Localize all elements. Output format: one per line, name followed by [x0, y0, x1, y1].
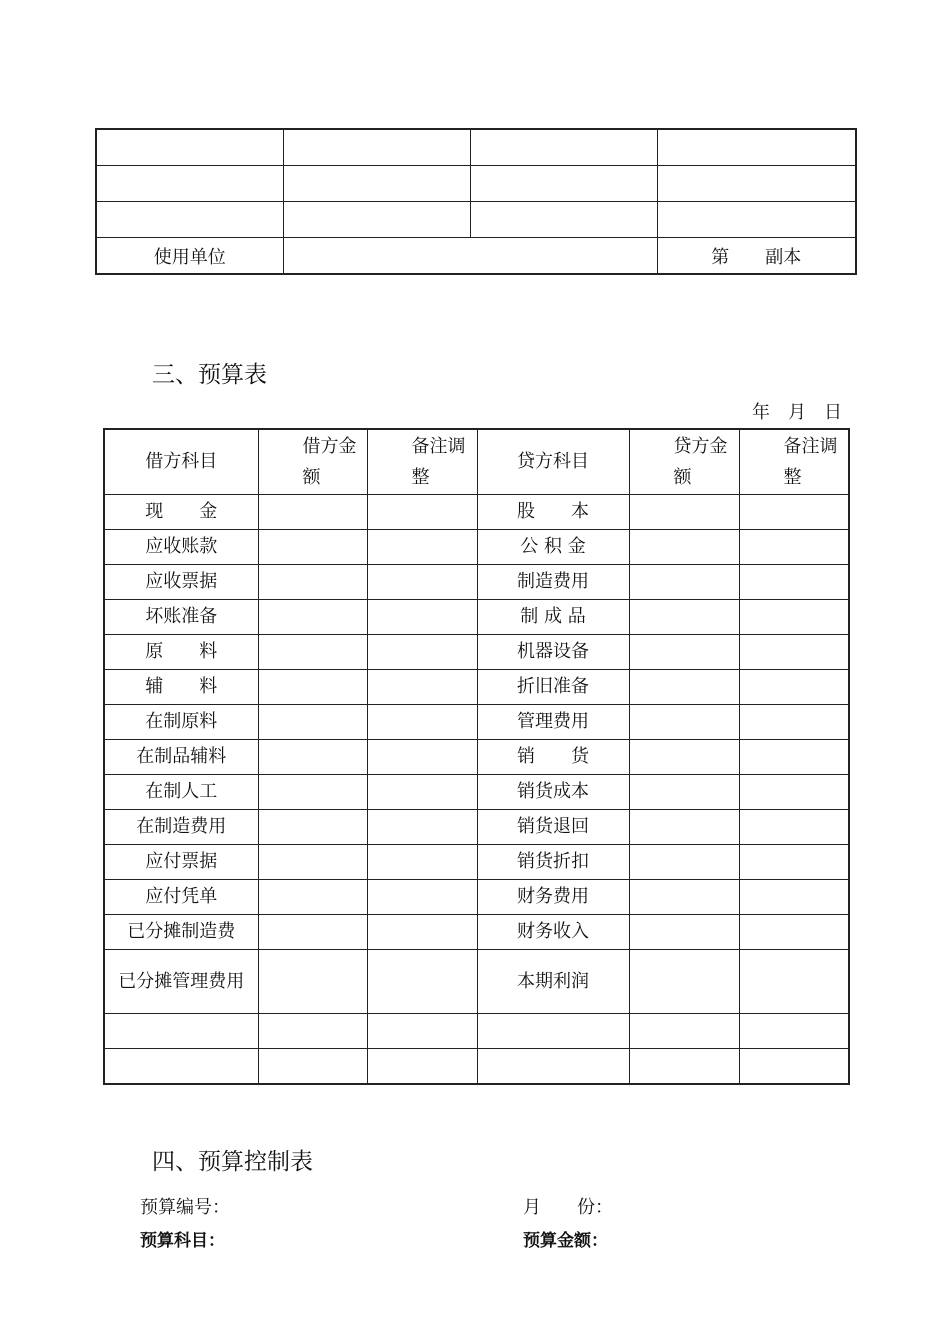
usage-unit-field[interactable]: [283, 238, 657, 275]
table-row-empty: [104, 1014, 849, 1049]
table-row: [96, 202, 856, 238]
debit-amount-cell[interactable]: [258, 845, 367, 880]
credit-amount-cell[interactable]: [629, 950, 739, 1014]
debit-subject-cell: 辅 料: [104, 670, 258, 705]
credit-amount-cell[interactable]: [629, 635, 739, 670]
credit-amount-cell[interactable]: [629, 880, 739, 915]
debit-subject-cell: 在制原料: [104, 705, 258, 740]
table-row: [96, 166, 856, 202]
debit-amount-cell[interactable]: [258, 740, 367, 775]
credit-subject-cell: 财务费用: [477, 880, 629, 915]
empty-cell[interactable]: [104, 1049, 258, 1085]
debit-amount-cell[interactable]: [258, 565, 367, 600]
table-row: [104, 565, 849, 600]
credit-note-cell[interactable]: [739, 635, 849, 670]
credit-subject-cell: 管理费用: [477, 705, 629, 740]
debit-subject-cell: 原 料: [104, 635, 258, 670]
section-title-budget-table: 三、预算表: [152, 362, 267, 388]
credit-amount-cell[interactable]: [629, 810, 739, 845]
empty-cell[interactable]: [258, 1014, 367, 1049]
credit-amount-cell[interactable]: [629, 495, 739, 530]
debit-note-cell[interactable]: [367, 845, 477, 880]
header-debit-subject: 借方科目: [104, 429, 258, 495]
table-row: [104, 530, 849, 565]
debit-note-cell[interactable]: [367, 565, 477, 600]
debit-note-cell[interactable]: [367, 635, 477, 670]
header-credit-subject: 贷方科目: [477, 429, 629, 495]
budget-table: [103, 428, 850, 1085]
debit-note-cell[interactable]: [367, 495, 477, 530]
debit-note-cell[interactable]: [367, 915, 477, 950]
table-row: [104, 670, 849, 705]
credit-note-cell[interactable]: [739, 915, 849, 950]
credit-amount-cell[interactable]: [629, 670, 739, 705]
debit-note-cell[interactable]: [367, 950, 477, 1014]
table-cell[interactable]: [96, 202, 283, 238]
table-cell[interactable]: [283, 202, 470, 238]
table-row: [104, 810, 849, 845]
table-cell[interactable]: [657, 129, 856, 166]
table-row: [96, 238, 856, 275]
debit-note-cell[interactable]: [367, 705, 477, 740]
usage-unit-label: 使用单位: [96, 238, 283, 275]
debit-subject-cell: 已分摊管理费用: [104, 950, 258, 1014]
empty-cell[interactable]: [477, 1049, 629, 1085]
empty-cell[interactable]: [367, 1049, 477, 1085]
debit-amount-cell[interactable]: [258, 705, 367, 740]
credit-subject-cell: 制 成 品: [477, 600, 629, 635]
empty-cell[interactable]: [104, 1014, 258, 1049]
table-row: [104, 495, 849, 530]
debit-amount-cell[interactable]: [258, 880, 367, 915]
header-debit-note: 备注调整: [367, 429, 477, 495]
table-cell[interactable]: [470, 166, 657, 202]
table-cell[interactable]: [96, 129, 283, 166]
table-row: [104, 845, 849, 880]
budget-subject-label: 预算科目：: [140, 1231, 225, 1251]
table-row: [104, 635, 849, 670]
credit-note-cell[interactable]: [739, 495, 849, 530]
debit-amount-cell[interactable]: [258, 530, 367, 565]
debit-subject-cell: 应付票据: [104, 845, 258, 880]
credit-subject-cell: 财务收入: [477, 915, 629, 950]
table-row: [104, 705, 849, 740]
credit-note-cell[interactable]: [739, 845, 849, 880]
debit-subject-cell: 应收账款: [104, 530, 258, 565]
credit-note-cell[interactable]: [739, 950, 849, 1014]
debit-amount-cell[interactable]: [258, 950, 367, 1014]
budget-amount-label: 预算金额：: [523, 1231, 608, 1251]
debit-amount-cell[interactable]: [258, 635, 367, 670]
copy-number-label: 第 副本: [657, 238, 856, 275]
table-row: [104, 740, 849, 775]
debit-subject-cell: 在制造费用: [104, 810, 258, 845]
credit-subject-cell: 制造费用: [477, 565, 629, 600]
credit-note-cell[interactable]: [739, 740, 849, 775]
debit-note-cell[interactable]: [367, 530, 477, 565]
credit-amount-cell[interactable]: [629, 775, 739, 810]
table-row: [96, 129, 856, 166]
empty-cell[interactable]: [629, 1049, 739, 1085]
credit-note-cell[interactable]: [739, 670, 849, 705]
debit-note-cell[interactable]: [367, 600, 477, 635]
debit-subject-cell: 应收票据: [104, 565, 258, 600]
debit-note-cell[interactable]: [367, 810, 477, 845]
credit-amount-cell[interactable]: [629, 530, 739, 565]
table-row: [104, 880, 849, 915]
credit-note-cell[interactable]: [739, 530, 849, 565]
credit-subject-cell: 销货退回: [477, 810, 629, 845]
top-table: [95, 128, 857, 275]
debit-subject-cell: 在制品辅料: [104, 740, 258, 775]
credit-subject-cell: 销 货: [477, 740, 629, 775]
credit-amount-cell[interactable]: [629, 600, 739, 635]
header-credit-amount: 贷方金额: [629, 429, 739, 495]
debit-subject-cell: 坏账准备: [104, 600, 258, 635]
debit-note-cell[interactable]: [367, 775, 477, 810]
empty-cell[interactable]: [739, 1049, 849, 1085]
credit-note-cell[interactable]: [739, 810, 849, 845]
credit-subject-cell: 股 本: [477, 495, 629, 530]
table-cell[interactable]: [96, 166, 283, 202]
table-row: [104, 600, 849, 635]
table-cell[interactable]: [470, 129, 657, 166]
table-cell[interactable]: [283, 129, 470, 166]
table-cell[interactable]: [657, 166, 856, 202]
credit-note-cell[interactable]: [739, 600, 849, 635]
empty-cell[interactable]: [739, 1014, 849, 1049]
budget-table-body: [104, 495, 849, 1085]
debit-note-cell[interactable]: [367, 670, 477, 705]
debit-amount-cell[interactable]: [258, 915, 367, 950]
debit-amount-cell[interactable]: [258, 810, 367, 845]
table-cell[interactable]: [470, 202, 657, 238]
date-line: 年 月 日: [752, 402, 842, 423]
empty-cell[interactable]: [629, 1014, 739, 1049]
table-header-row: [104, 429, 849, 495]
table-row: [104, 915, 849, 950]
credit-subject-cell: 销货折扣: [477, 845, 629, 880]
table-row: [104, 950, 849, 1014]
budget-number-label: 预算编号：: [140, 1197, 230, 1218]
credit-amount-cell[interactable]: [629, 705, 739, 740]
debit-subject-cell: 已分摊制造费: [104, 915, 258, 950]
header-debit-amount: 借方金额: [258, 429, 367, 495]
debit-note-cell[interactable]: [367, 880, 477, 915]
debit-subject-cell: 在制人工: [104, 775, 258, 810]
debit-amount-cell[interactable]: [258, 495, 367, 530]
credit-subject-cell: 本期利润: [477, 950, 629, 1014]
header-credit-note: 备注调整: [739, 429, 849, 495]
credit-subject-cell: 销货成本: [477, 775, 629, 810]
debit-amount-cell[interactable]: [258, 600, 367, 635]
table-cell[interactable]: [657, 202, 856, 238]
debit-note-cell[interactable]: [367, 740, 477, 775]
empty-cell[interactable]: [477, 1014, 629, 1049]
table-cell[interactable]: [283, 166, 470, 202]
credit-amount-cell[interactable]: [629, 915, 739, 950]
credit-amount-cell[interactable]: [629, 565, 739, 600]
table-row-empty: [104, 1049, 849, 1085]
credit-subject-cell: 公 积 金: [477, 530, 629, 565]
empty-cell[interactable]: [258, 1049, 367, 1085]
credit-subject-cell: 机器设备: [477, 635, 629, 670]
credit-note-cell[interactable]: [739, 775, 849, 810]
credit-note-cell[interactable]: [739, 880, 849, 915]
debit-subject-cell: 应付凭单: [104, 880, 258, 915]
credit-subject-cell: 折旧准备: [477, 670, 629, 705]
month-label: 月 份：: [523, 1197, 613, 1218]
debit-amount-cell[interactable]: [258, 670, 367, 705]
credit-note-cell[interactable]: [739, 565, 849, 600]
credit-amount-cell[interactable]: [629, 740, 739, 775]
credit-note-cell[interactable]: [739, 705, 849, 740]
credit-amount-cell[interactable]: [629, 845, 739, 880]
section-title-budget-control: 四、预算控制表: [152, 1149, 313, 1175]
debit-amount-cell[interactable]: [258, 775, 367, 810]
empty-cell[interactable]: [367, 1014, 477, 1049]
debit-subject-cell: 现 金: [104, 495, 258, 530]
table-row: [104, 775, 849, 810]
